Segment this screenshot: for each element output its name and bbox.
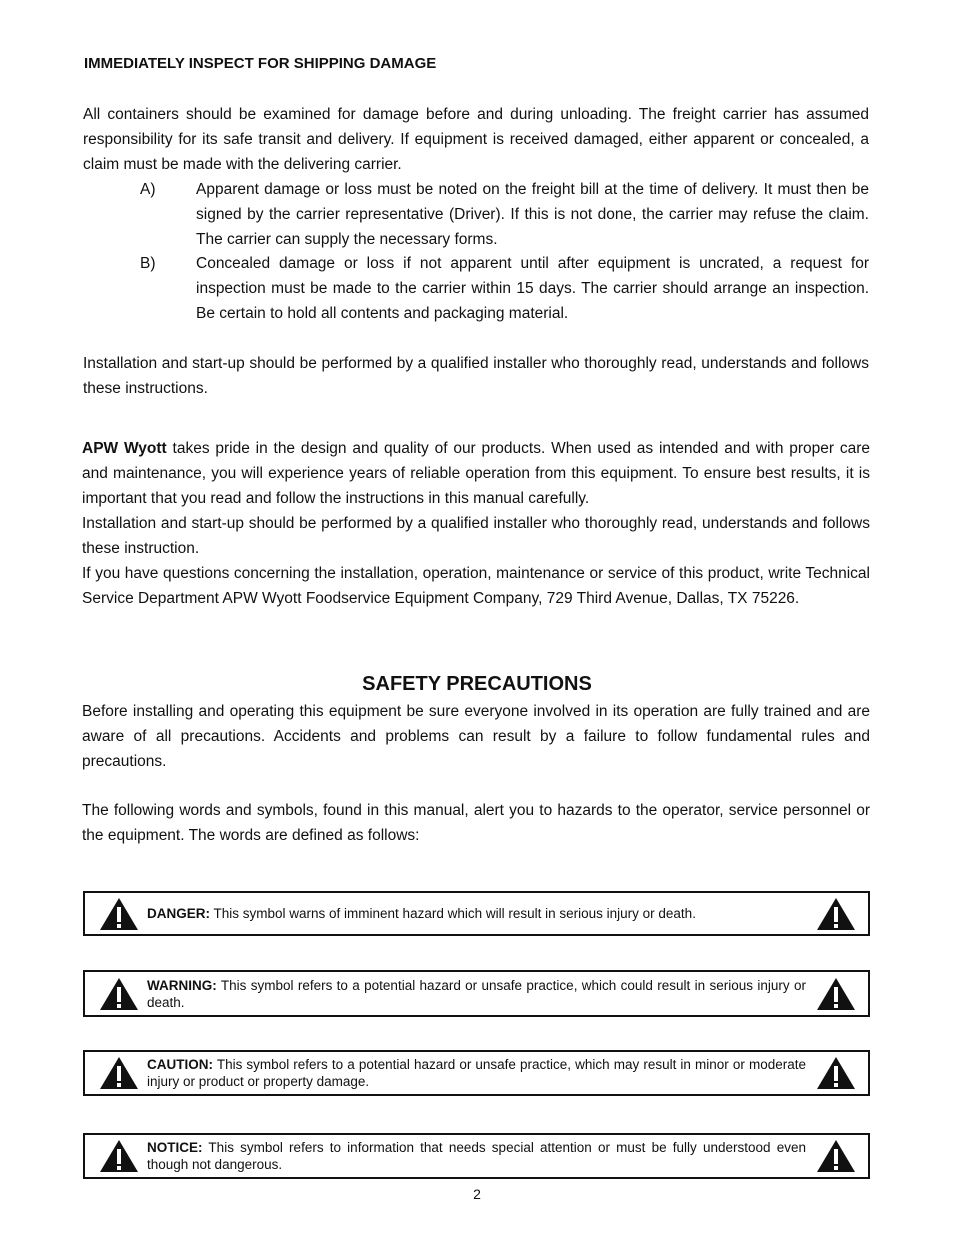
notice-notice-box xyxy=(83,1133,870,1179)
list-item-letter: B) xyxy=(140,255,156,272)
brand-name: APW Wyott xyxy=(82,440,167,457)
company-pride-paragraph xyxy=(82,436,870,511)
warning-notice-text xyxy=(147,977,806,1011)
safety-words-paragraph: The following words and symbols, found in this manual, alert you to hazards to the operator, service personnel or the equipment. The words are defined as follows: xyxy=(82,802,870,844)
shipping-damage-heading: IMMEDIATELY INSPECT FOR SHIPPING DAMAGE xyxy=(84,55,437,72)
list-item-letter: A) xyxy=(140,181,156,198)
notice-body: This symbol warns of imminent hazard which will result in serious injury or death. xyxy=(210,906,696,921)
list-item-text: Concealed damage or loss if not apparent until after equipment is uncrated, a request for inspection must be made to the carrier within 15 days. The carrier should arrange an inspection. Be certain to hold all contents and packaging material. xyxy=(196,255,869,322)
company-questions-paragraph: If you have questions concerning the installation, operation, maintenance or service of this product, write Technical Service Department APW Wyott Foodservice Equipment Company, 729 Third Avenue, Dallas, TX 75226. xyxy=(82,565,870,607)
notice-notice-text xyxy=(147,1139,806,1173)
notice-body: This symbol refers to a potential hazard or unsafe practice, which could result in serious injury or death. xyxy=(147,977,806,1010)
safety-intro-paragraph: Before installing and operating this equipment be sure everyone involved in its operation are fully trained and are aware of all precautions. Accidents and problems can result by a failure to follow fundamental rules and precautions. xyxy=(82,703,870,770)
list-item-a xyxy=(140,177,869,252)
warning-triangle-icon xyxy=(99,977,139,1011)
warning-triangle-icon xyxy=(816,1139,856,1173)
page-number: 2 xyxy=(473,1186,481,1202)
warning-triangle-icon xyxy=(816,1056,856,1090)
shipping-intro-paragraph: All containers should be examined for damage before and during unloading. The freight carrier has assumed responsibility for its safe transit and delivery. If equipment is received damaged, either apparent or concealed, a claim must be made with the delivering carrier. xyxy=(83,106,869,173)
safety-precautions-title: SAFETY PRECAUTIONS xyxy=(362,673,592,695)
notice-label: CAUTION: xyxy=(147,1057,213,1072)
warning-triangle-icon xyxy=(99,1139,139,1173)
list-item-b xyxy=(140,251,869,326)
notice-body: This symbol refers to a potential hazard or unsafe practice, which may result in minor or moderate injury or product or property damage. xyxy=(147,1057,806,1089)
warning-triangle-icon xyxy=(816,977,856,1011)
warning-triangle-icon xyxy=(99,1056,139,1090)
danger-notice-box xyxy=(83,891,870,936)
danger-notice-text xyxy=(147,905,806,922)
caution-notice-text xyxy=(147,1056,806,1090)
warning-notice-box xyxy=(83,970,870,1017)
company-installation-paragraph: Installation and start-up should be performed by a qualified installer who thoroughly read, understands and follows these instruction. xyxy=(82,515,870,557)
shipping-installation-paragraph: Installation and start-up should be performed by a qualified installer who thoroughly read, understands and follows these instructions. xyxy=(83,355,869,397)
list-item-text: Apparent damage or loss must be noted on the freight bill at the time of delivery. It must then be signed by the carrier representative (Driver). If this is not done, the carrier may refuse the claim. The carrier can supply the necessary forms. xyxy=(196,181,869,248)
notice-label: DANGER: xyxy=(147,906,210,921)
warning-triangle-icon xyxy=(816,897,856,931)
notice-label: NOTICE: xyxy=(147,1140,203,1155)
notice-body: This symbol refers to information that needs special attention or must be fully understood even though not dangerous. xyxy=(147,1140,806,1172)
notice-label: WARNING: xyxy=(147,977,217,993)
pride-text: takes pride in the design and quality of our products. When used as intended and with proper care and maintenance, you will experience years of reliable operation from this equipment. To ensure best results, it is important that you read and follow the instructions in this manual carefully. xyxy=(82,440,870,507)
caution-notice-box xyxy=(83,1050,870,1096)
warning-triangle-icon xyxy=(99,897,139,931)
